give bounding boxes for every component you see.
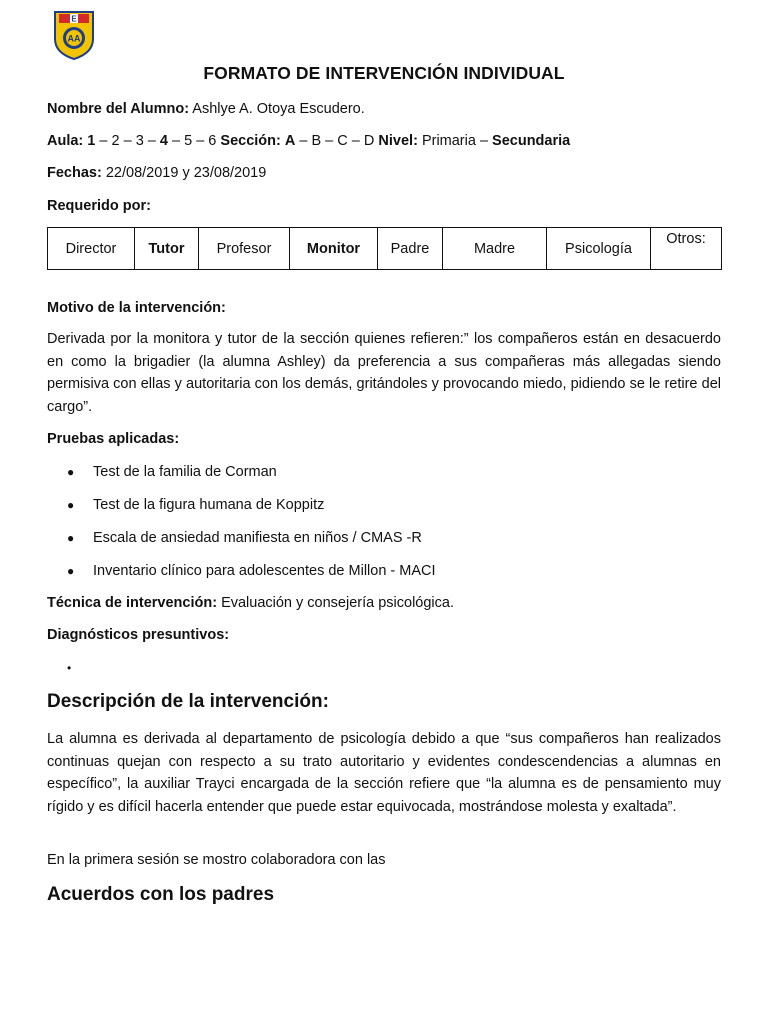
descripcion-text: La alumna es derivada al departamento de psicología debido a que “sus compañeros han realizados continuas quejan con respecto a su trato autoritario y evidentes condescendencias a alumnas en específico”, la auxiliar Trayci encargada de la sección refiere que “la alumna es de pensamiento muy rígido y es difícil hacerla entender que puede estar equivocada, mostrándose molesta y exaltada”. <box>47 731 721 815</box>
nivel-label: Nivel: <box>378 133 418 149</box>
descripcion-heading: Descripción de la intervención: <box>47 691 329 712</box>
section-d: D <box>363 133 375 149</box>
fechas-row <box>47 164 266 182</box>
acuerdos-heading: Acuerdos con los padres <box>47 884 275 905</box>
requerido-table <box>47 227 722 270</box>
school-logo <box>52 9 96 61</box>
fechas-value: 22/08/2019 y 23/08/2019 <box>105 165 267 181</box>
nivel-secundaria: Secundaria <box>492 133 571 149</box>
list-item: • <box>67 661 72 675</box>
logo-letter: E <box>71 14 77 24</box>
list-item: ● Inventario clínico para adolescentes de Millon - MACI <box>67 563 436 579</box>
student-name-label: Nombre del Alumno: <box>47 101 190 117</box>
motivo-text: Derivada por la monitora y tutor de la sección quienes refieren:” los compañeros están en desacuerdo en como la brigadier (la alumna Ashley) da preferencia a sus compañeras más allegadas siendo permisiva con ellas y autoritaria con los demás, gritándoles y provocando miedo, pidiendo se le retire del cargo”. <box>47 331 721 415</box>
section-c: C <box>337 133 348 149</box>
list-item: ● Test de la familia de Corman <box>67 464 277 480</box>
aula-label: Aula: <box>47 133 84 149</box>
tecnica-value: Evaluación y consejería psicológica. <box>221 595 454 611</box>
section-a: A <box>284 133 296 149</box>
student-name-value: Ashlye A. Otoya Escudero. <box>192 101 365 117</box>
diagnosticos-label: Diagnósticos presuntivos: <box>47 627 230 643</box>
fechas-label: Fechas: <box>47 165 102 181</box>
tecnica-label: Técnica de intervención: <box>47 595 218 611</box>
grade-4: 4 <box>159 133 168 149</box>
grade-1: 1 <box>87 133 96 149</box>
motivo-label: Motivo de la intervención: <box>47 300 226 316</box>
list-item: ● Test de la figura humana de Koppitz <box>67 497 325 513</box>
grade-6: 6 <box>208 133 217 149</box>
student-name-row <box>47 100 365 118</box>
logo-initials: AA <box>67 33 81 44</box>
grade-5: 5 <box>184 133 193 149</box>
option-psicologia: Psicología <box>547 228 651 270</box>
grade-3: 3 <box>135 133 144 149</box>
option-tutor: Tutor <box>135 228 199 270</box>
requerido-label: Requerido por: <box>47 198 151 214</box>
seccion-label: Sección: <box>220 133 281 149</box>
page-title: FORMATO DE INTERVENCIÓN INDIVIDUAL <box>203 63 565 83</box>
list-item: ● Escala de ansiedad manifiesta en niños / CMAS -R <box>67 530 422 546</box>
option-profesor: Profesor <box>199 228 290 270</box>
option-monitor: Monitor <box>290 228 378 270</box>
tecnica-row <box>47 594 454 612</box>
section-b: B <box>311 133 322 149</box>
sesion-text: En la primera sesión se mostro colaboradora con las <box>47 852 386 868</box>
option-director: Director <box>48 228 135 270</box>
aula-row: Aula: 1 – 2 – 3 – 4 – 5 – 6 Sección: A – B – C – D Nivel: Primaria – Secundaria <box>47 133 571 149</box>
option-otros: Otros: <box>651 228 722 270</box>
grade-2: 2 <box>111 133 120 149</box>
option-padre: Padre <box>378 228 443 270</box>
nivel-primaria: Primaria <box>421 133 476 149</box>
option-madre: Madre <box>443 228 547 270</box>
pruebas-label: Pruebas aplicadas: <box>47 431 180 447</box>
